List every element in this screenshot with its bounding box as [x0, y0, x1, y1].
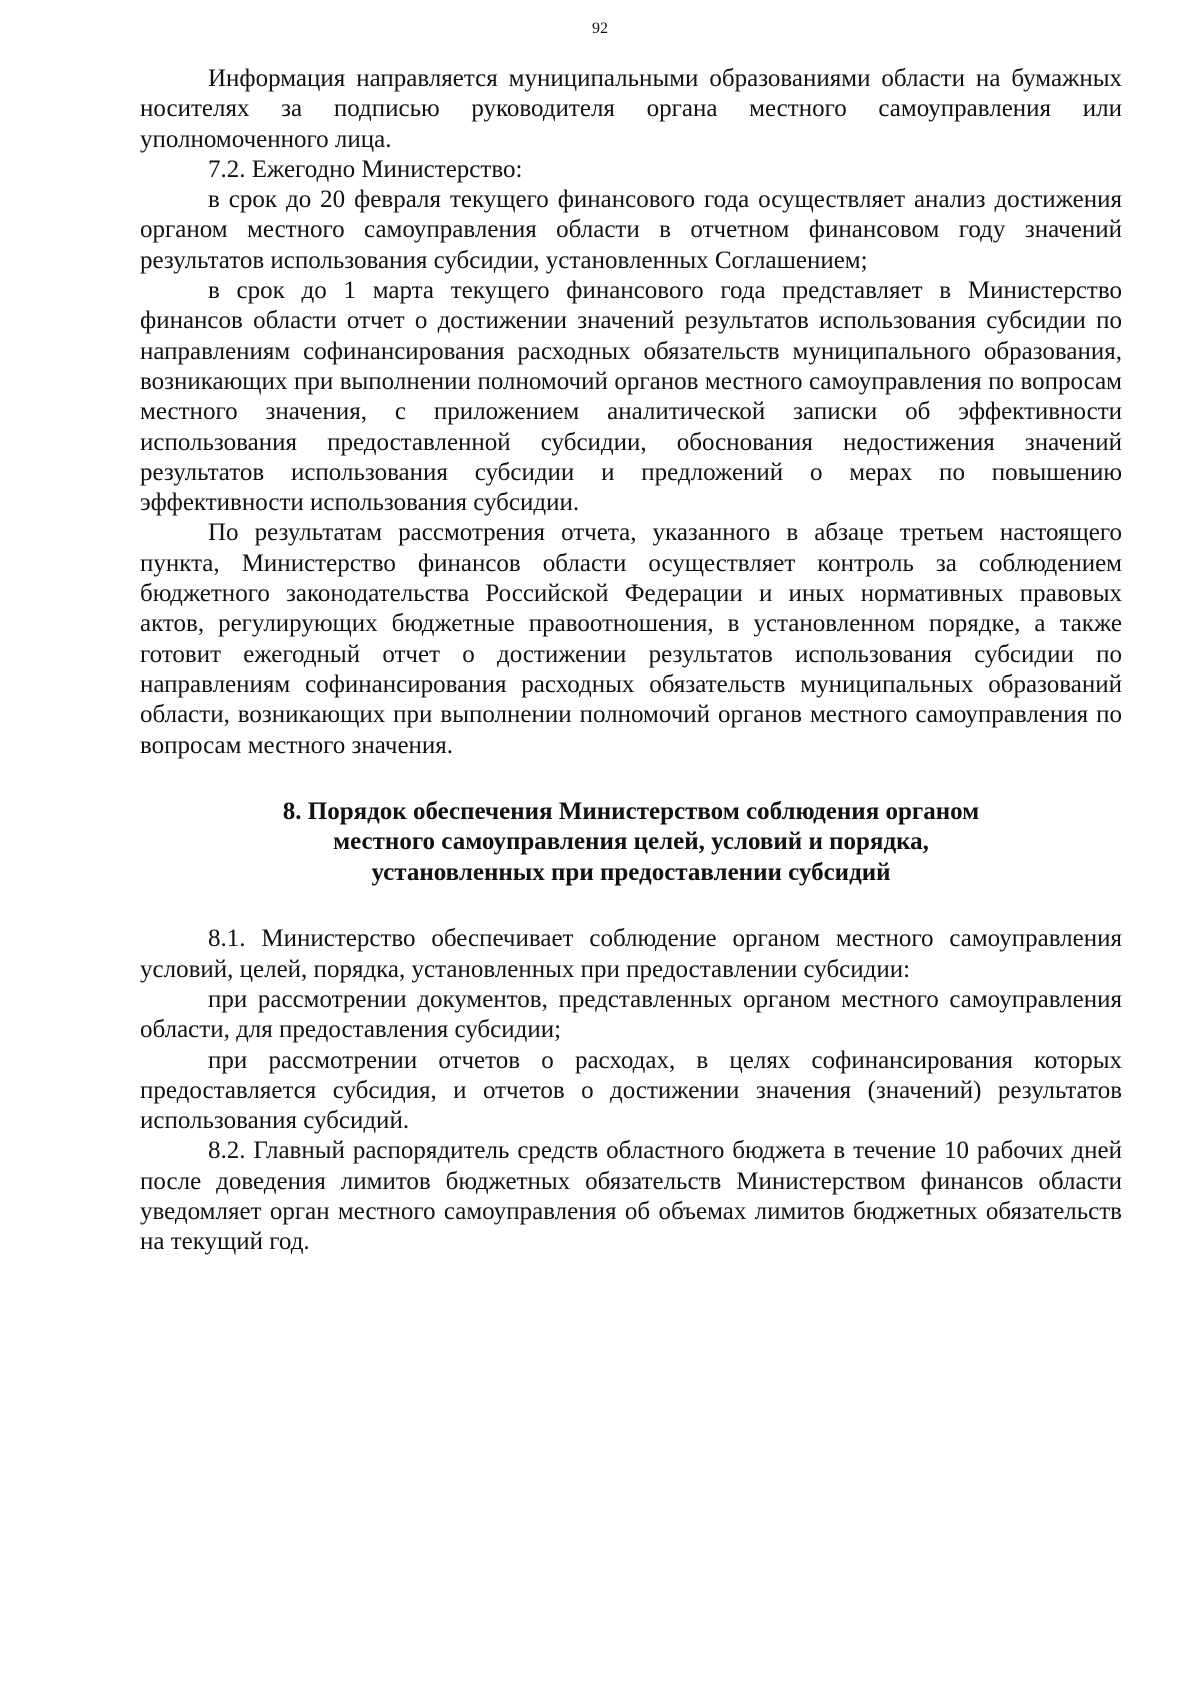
section-8-heading-line: 8. Порядок обеспечения Министерством соблюдения органом	[282, 797, 980, 825]
paragraph-8-2: 8.2. Главный распорядитель средств областного бюджета в течение 10 рабочих дней после доведения лимитов бюджетных обязательств Министерством финансов области уведомляет орган местного самоуправления об объемах лимитов бюджетных обязательств на текущий год.	[140, 1137, 1122, 1256]
section-8-heading-line: установленных при предоставлении субсидий	[371, 858, 891, 886]
paragraph-7-2-report: в срок до 1 марта текущего финансового года представляет в Министерство финансов области отчет о достижении значений результатов использования субсидии по направлениям софинансирования расходных обязательств муниципального образования, возникающих при выполнении полномочий органов местного самоуправления по вопросам местного значения, с приложением аналитической записки об эффективности использования предоставленной субсидии, обоснования недостижения значений результатов использования субсидии и предложений о мерах по повышению эффективности использования субсидии.	[140, 277, 1122, 517]
paragraph-7-2-analysis: в срок до 20 февраля текущего финансового года осуществляет анализ достижения органом местного самоуправления области в отчетном финансовом году значений результатов использования субсидии, установленных Соглашением;	[140, 186, 1122, 274]
paragraph-8-1-reports: при рассмотрении отчетов о расходах, в целях софинансирования которых предоставляется субсидия, и отчетов о достижении значения (значений) результатов использования субсидий.	[140, 1046, 1122, 1135]
page-number: 92	[592, 20, 608, 37]
section-8-heading	[140, 797, 1122, 889]
paragraph-8-1-documents: при рассмотрении документов, представленных органом местного самоуправления области, для предоставления субсидии;	[140, 985, 1122, 1044]
section-8-heading-line: местного самоуправления целей, условий и порядка,	[333, 828, 929, 856]
paragraph-8-1: 8.1. Министерство обеспечивает соблюдение органом местного самоуправления условий, целей, порядка, установленных при предоставлении субсидии:	[140, 925, 1122, 983]
document-body	[140, 64, 1122, 1258]
paragraph-info-submission: Информация направляется муниципальными образованиями области на бумажных носителях за подписью руководителя органа местного самоуправления или уполномоченного лица.	[140, 65, 1122, 153]
paragraph-7-2-control: По результатам рассмотрения отчета, указанного в абзаце третьем настоящего пункта, Министерство финансов области осуществляет контроль за соблюдением бюджетного законодательства Российской Федерации и иных нормативных правовых актов, регулирующих бюджетные правоотношения, в установленном порядке, а также готовит ежегодный отчет о достижении результатов использования субсидии по направлениям софинансирования расходных обязательств муниципальных образований области, возникающих при выполнении полномочий органов местного самоуправления по вопросам местного значения.	[140, 519, 1122, 759]
paragraph-7-2-intro: 7.2. Ежегодно Министерство:	[208, 155, 523, 183]
